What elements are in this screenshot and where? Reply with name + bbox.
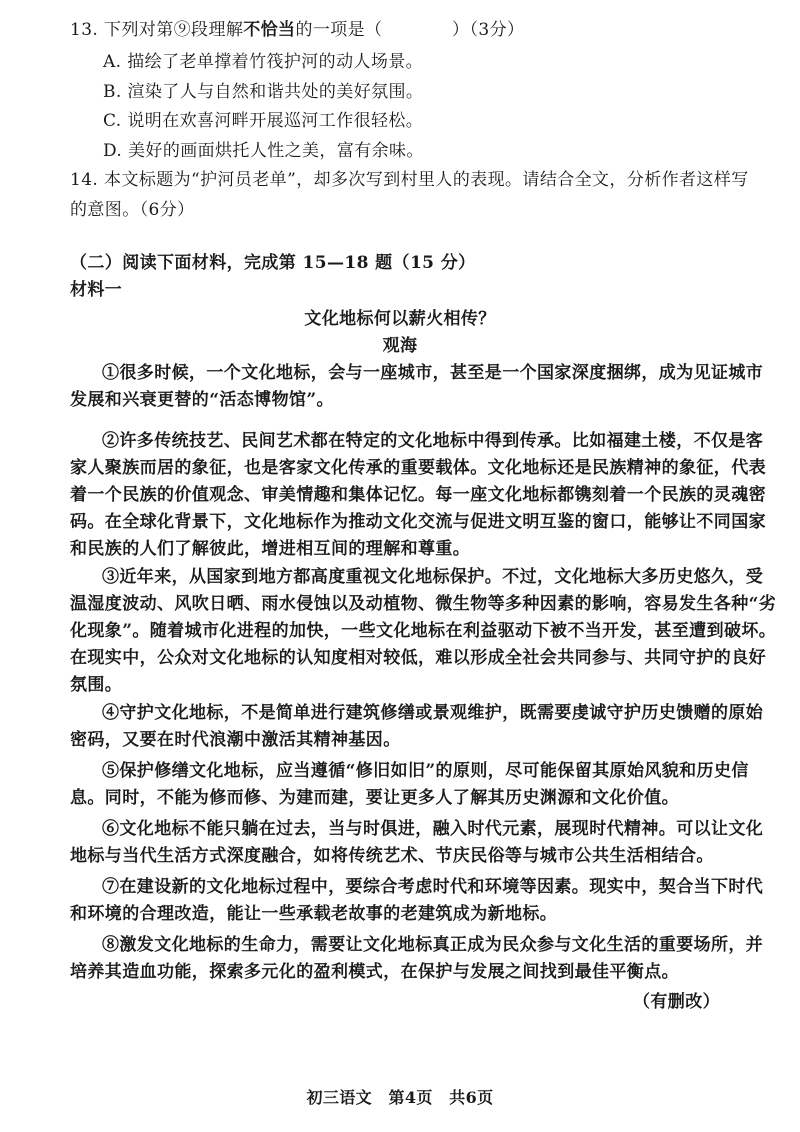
article-line: 温湿度波动、风吹日晒、雨水侵蚀以及动植物、微生物等多种因素的影响，容易发生各种“劣 xyxy=(70,594,777,614)
q13-stem-part1: 13. 下列对第⑨段理解 xyxy=(70,20,244,40)
q13-option-c: C. 说明在欢喜河畔开展巡河工作很轻松。 xyxy=(103,111,424,131)
question-14-line1: 14. 本文标题为“护河员老单”，却多次写到村里人的表现。请结合全文，分析作者这样写 xyxy=(70,170,749,190)
article-line: 化现象”。随着城市化进程的加快，一些文化地标在利益驱动下被不当开发，甚至遭到破坏。 xyxy=(70,621,777,641)
article-line: ③近年来，从国家到地方都高度重视文化地标保护。不过，文化地标大多历史悠久，受 xyxy=(102,567,764,587)
article-line: 和环境的合理改造，能让一些承载老故事的老建筑成为新地标。 xyxy=(70,904,558,924)
article-line: 着一个民族的价值观念、审美情趣和集体记忆。每一座文化地标都镌刻着一个民族的灵魂密 xyxy=(70,485,766,505)
article-line: 家人聚族而居的象征，也是客家文化传承的重要载体。文化地标还是民族精神的象征，代表 xyxy=(70,458,766,478)
article-line: 在现实中，公众对文化地标的认知度相对较低，难以形成全社会共同参与、共同守护的良好 xyxy=(70,648,766,668)
article-line: ①很多时候，一个文化地标，会与一座城市，甚至是一个国家深度捆绑，成为见证城市 xyxy=(102,363,764,383)
article-line: ②许多传统技艺、民间艺术都在特定的文化地标中得到传承。比如福建土楼，不仅是客 xyxy=(102,431,764,451)
article-line: 氛围。 xyxy=(70,675,123,695)
article-title: 文化地标何以薪火相传？ xyxy=(304,309,496,329)
article-line: 培养其造血功能，探索多元化的盈利模式，在保护与发展之间找到最佳平衡点。 xyxy=(70,962,679,982)
page-footer: 初三语文 第4页 共6页 xyxy=(306,1088,494,1107)
q13-stem-bold: 不恰当 xyxy=(243,20,296,40)
article-line: 发展和兴衰更替的“活态博物馆”。 xyxy=(70,390,334,410)
q13-option-b: B. 渲染了人与自然和谐共处的美好氛围。 xyxy=(103,82,424,102)
article-line: 和民族的人们了解彼此，增进相互间的理解和尊重。 xyxy=(70,539,471,559)
article-line: 地标与当代生活方式深度融合，如将传统艺术、节庆民俗等与城市公共生活相结合。 xyxy=(70,846,714,866)
question-14-line2: 的意图。（6分） xyxy=(70,200,195,220)
q13-stem-part2: 的一项是（ ）（3分） xyxy=(295,20,525,40)
article-line: 息。同时，不能为修而修、为建而建，要让更多人了解其历史渊源和文化价值。 xyxy=(70,788,679,808)
article-line: 码。在全球化背景下，文化地标作为推动文化交流与促进文明互鉴的窗口，能够让不同国家 xyxy=(70,512,766,532)
article-line: ⑧激发文化地标的生命力，需要让文化地标真正成为民众参与文化生活的重要场所，并 xyxy=(102,935,764,955)
q13-option-a: A. 描绘了老单撑着竹筏护河的动人场景。 xyxy=(103,52,424,72)
article-line: 密码，又要在时代浪潮中激活其精神基因。 xyxy=(70,730,401,750)
article-line: ④守护文化地标，不是简单进行建筑修缮或景观维护，既需要虔诚守护历史馈赠的原始 xyxy=(102,703,764,723)
article-author: 观海 xyxy=(382,336,418,356)
material-label: 材料一 xyxy=(70,280,123,300)
article-line: ⑤保护修缮文化地标，应当遵循“修旧如旧”的原则，尽可能保留其原始风貌和历史信 xyxy=(102,761,749,781)
article-line: ⑥文化地标不能只躺在过去，当与时俱进，融入时代元素，展现时代精神。可以让文化 xyxy=(102,819,764,839)
section-heading: （二）阅读下面材料，完成第 15—18 题（15 分） xyxy=(70,253,476,273)
edit-note: （有删改） xyxy=(633,992,720,1012)
article-line: ⑦在建设新的文化地标过程中，要综合考虑时代和环境等因素。现实中，契合当下时代 xyxy=(102,877,764,897)
q13-option-d: D. 美好的画面烘托人性之美，富有余味。 xyxy=(103,141,424,161)
question-13-stem xyxy=(70,20,524,40)
